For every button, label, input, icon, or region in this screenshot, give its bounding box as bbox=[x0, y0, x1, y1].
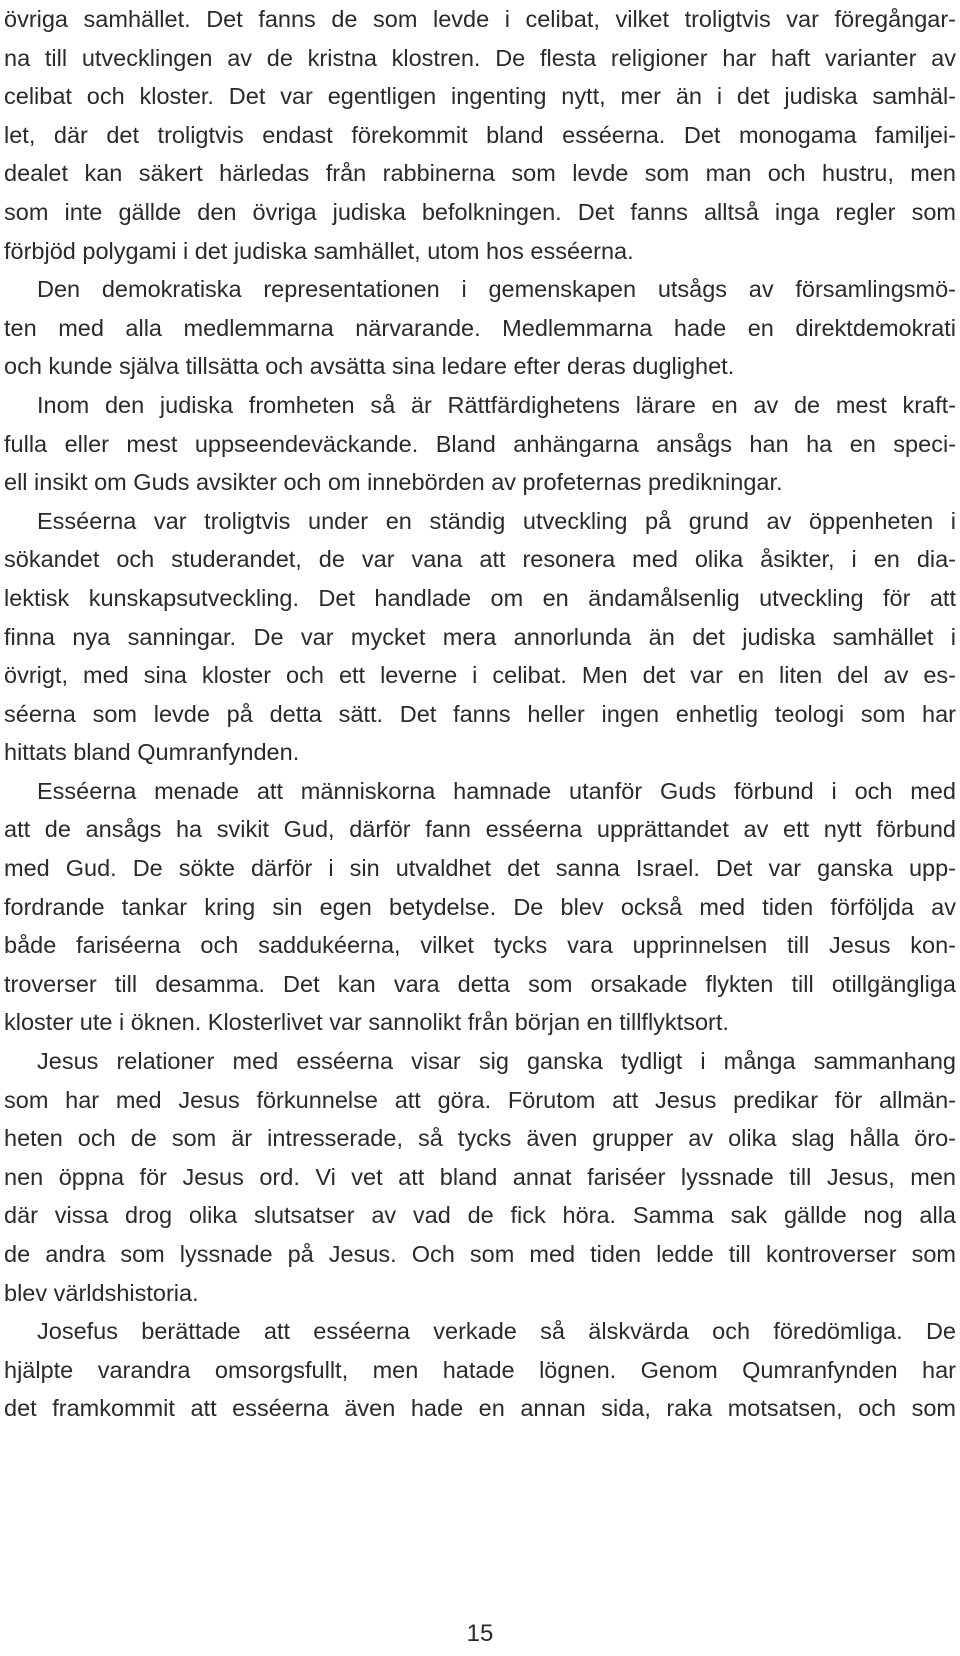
text-line: som har med Jesus förkunnelse att göra. Förutom att Jesus predikar för allmän- bbox=[4, 1086, 956, 1113]
text-line: séerna som levde på detta sätt. Det fanns heller ingen enhetlig teologi som har bbox=[4, 700, 956, 727]
text-line: hjälpte varandra omsorgsfullt, men hatade lögnen. Genom Qumranfynden har bbox=[4, 1356, 956, 1383]
text-line: Jesus relationer med esséerna visar sig ganska tydligt i många sammanhang bbox=[37, 1048, 956, 1075]
text-line: ten med alla medlemmarna närvarande. Medlemmarna hade en direktdemokrati bbox=[4, 314, 956, 341]
text-line: både fariséerna och saddukéerna, vilket tycks vara upprinnelsen till Jesus kon- bbox=[4, 932, 956, 959]
text-line: blev världshistoria. bbox=[4, 1279, 199, 1306]
text-line: det framkommit att esséerna även hade en annan sida, raka motsatsen, och som bbox=[4, 1395, 956, 1422]
body-text bbox=[4, 0, 956, 1428]
text-line: övrigt, med sina kloster och ett leverne i celibat. Men det var en liten del av es- bbox=[4, 662, 956, 689]
text-line: nen öppna för Jesus ord. Vi vet att bland annat fariséer lyssnade till Jesus, men bbox=[4, 1163, 956, 1190]
text-line: de andra som lyssnade på Jesus. Och som med tiden ledde till kontroverser som bbox=[4, 1241, 956, 1267]
text-line: hittats bland Qumranfynden. bbox=[4, 739, 300, 766]
text-line: Den demokratiska representationen i gemenskapen utsågs av församlingsmö- bbox=[37, 276, 956, 303]
text-line: finna nya sanningar. De var mycket mera annorlunda än det judiska samhället i bbox=[4, 623, 956, 650]
text-line: troverser till desamma. Det kan vara detta som orsakade flykten till otillgängliga bbox=[4, 970, 956, 997]
text-line: Inom den judiska fromheten så är Rättfärdighetens lärare en av de mest kraft- bbox=[37, 391, 956, 418]
text-line: dealet kan säkert härledas från rabbinerna som levde som man och hustru, men bbox=[4, 160, 956, 187]
text-line: fulla eller mest uppseendeväckande. Bland anhängarna ansågs han ha en speci- bbox=[4, 430, 956, 457]
text-line: sökandet och studerandet, de var vana att resonera med olika åsikter, i en dia- bbox=[4, 546, 956, 573]
text-line: Esséerna var troligtvis under en ständig utveckling på grund av öppenheten i bbox=[37, 507, 956, 534]
page-number: 15 bbox=[466, 1620, 494, 1647]
text-line: förbjöd polygami i det judiska samhället, utom hos esséerna. bbox=[4, 237, 634, 264]
text-line: let, där det troligtvis endast förekommit bland esséerna. Det monogama familjei- bbox=[4, 121, 956, 148]
text-line: Josefus berättade att esséerna verkade så älskvärda och föredömliga. De bbox=[37, 1318, 956, 1345]
text-line: övriga samhället. Det fanns de som levde i celibat, vilket troligtvis var föregångar- bbox=[4, 6, 956, 32]
text-line: Esséerna menade att människorna hamnade utanför Guds förbund i och med bbox=[37, 777, 956, 804]
text-line: celibat och kloster. Det var egentligen ingenting nytt, mer än i det judiska samhäl- bbox=[4, 83, 956, 110]
text-line: na till utvecklingen av de kristna klostren. De flesta religioner har haft varianter av bbox=[4, 44, 956, 71]
text-line: med Gud. De sökte därför i sin utvaldhet det sanna Israel. Det var ganska upp- bbox=[4, 855, 956, 882]
text-line: kloster ute i öknen. Klosterlivet var sannolikt från början en tillflyktsort. bbox=[4, 1009, 729, 1036]
text-line: där vissa drog olika slutsatser av vad de fick höra. Samma sak gällde nog alla bbox=[4, 1202, 956, 1229]
text-line: och kunde själva tillsätta och avsätta sina ledare efter deras duglighet. bbox=[4, 353, 735, 380]
text-line: heten och de som är intresserade, så tycks även grupper av olika slag hålla öro- bbox=[4, 1125, 956, 1152]
text-line: lektisk kunskapsutveckling. Det handlade om en ändamålsenlig utveckling för att bbox=[4, 584, 956, 611]
text-line: som inte gällde den övriga judiska befolkningen. Det fanns alltså inga regler som bbox=[4, 198, 956, 225]
text-line: fordrande tankar kring sin egen betydelse. De blev också med tiden förföljda av bbox=[4, 893, 956, 920]
text-line: ell insikt om Guds avsikter och om innebörden av profeternas predikningar. bbox=[4, 469, 783, 496]
text-line: att de ansågs ha svikit Gud, därför fann esséerna upprättandet av ett nytt förbund bbox=[4, 816, 956, 843]
